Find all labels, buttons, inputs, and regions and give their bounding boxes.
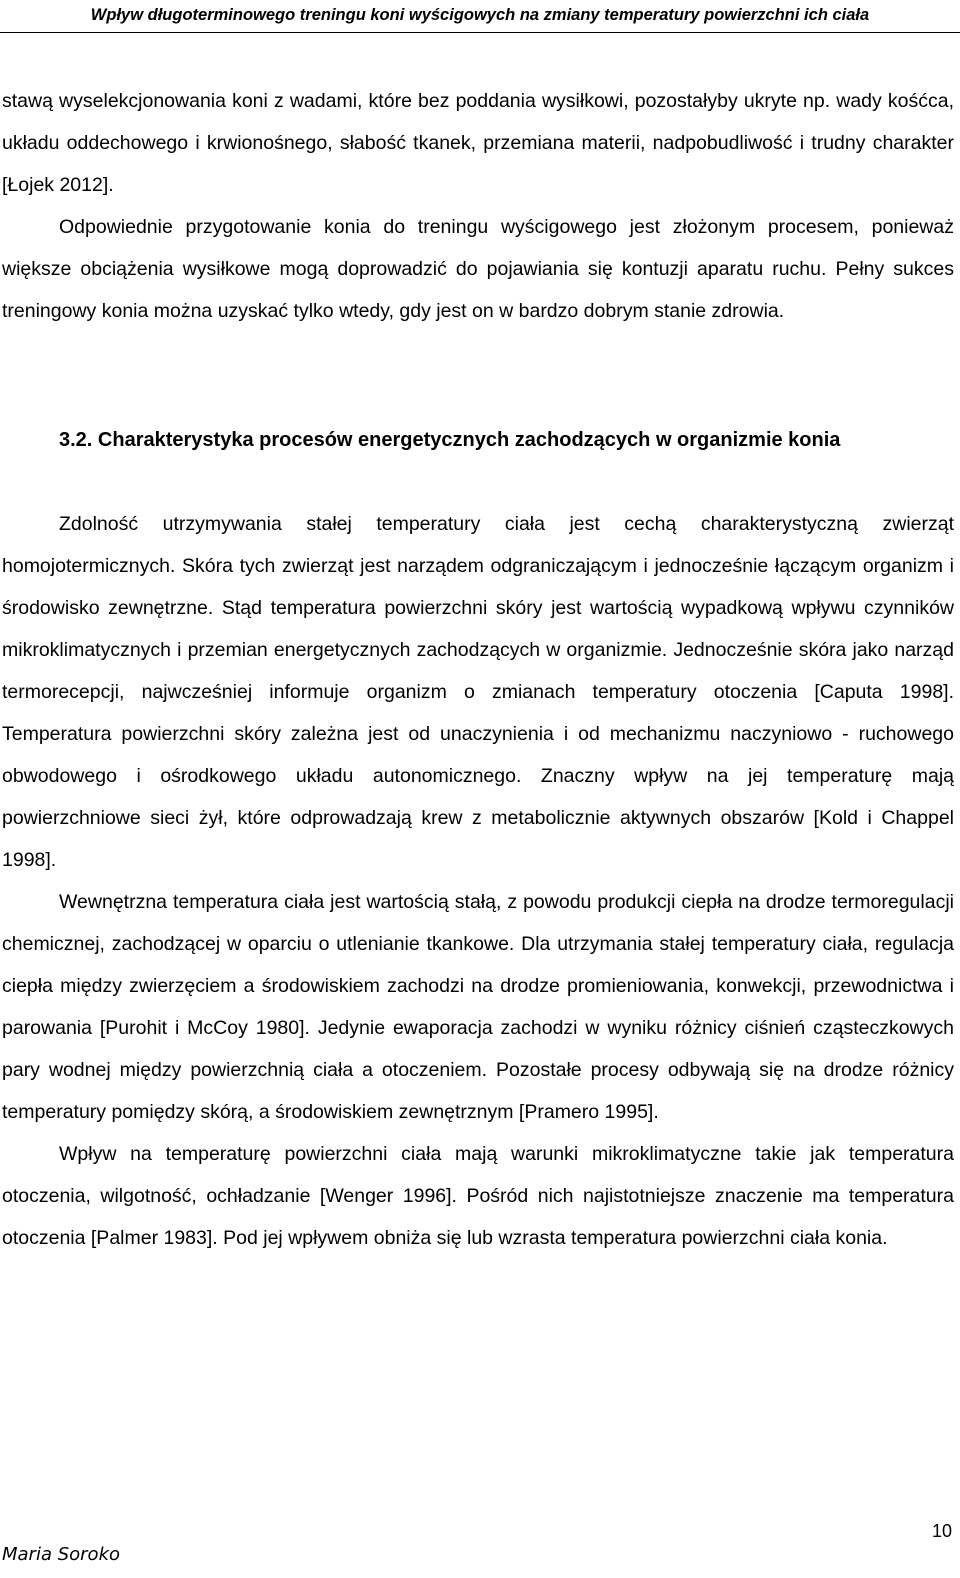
running-title: Wpływ długoterminowego treningu koni wyścigowych na zmiany temperatury powierzchni ich ciała [90, 6, 870, 24]
section-heading [2, 419, 954, 461]
intro-text-block [2, 80, 954, 332]
page-number: 10 [931, 1521, 952, 1541]
paragraph: Zdolność utrzymywania stałej temperatury ciała jest cechą charakterystyczną zwierząt homojotermicznych. Skóra tych zwierząt jest narządem odgraniczającym i jednocześnie łączącym organizm i środowisko zewnętrzne. Stąd temperatura powierzchni skóry jest wartością wypadkową wpływu czynników mikroklimatycznych i przemian energetycznych zachodzących w organizmie. Jednocześnie skóra jako narząd termorecepcji, najwcześniej informuje organizm o zmianach temperatury otoczenia [Caputa 1998]. Temperatura powierzchni skóry zależna jest od unaczynienia i od mechanizmu naczyniowo - ruchowego obwodowego i ośrodkowego układu autonomicznego. Znaczny wpływ na jej temperaturę mają powierzchniowe sieci żył, które odprowadzają krew z metabolicznie aktywnych obszarów [Kold i Chappel 1998]. [2, 513, 954, 871]
section-text-block [2, 503, 954, 1259]
paragraph: Wewnętrzna temperatura ciała jest wartością stałą, z powodu produkcji ciepła na drodze termoregulacji chemicznej, zachodzącej w oparciu o utlenianie tkankowe. Dla utrzymania stałej temperatury ciała, regulacja ciepła między zwierzęciem a środowiskiem zachodzi na drodze promieniowania, konwekcji, przewodnictwa i parowania [Purohit i McCoy 1980]. Jedynie ewaporacja zachodzi w wyniku różnicy ciśnień cząsteczkowych pary wodnej między powierzchnią ciała a otoczeniem. Pozostałe procesy odbywają się na drodze różnicy temperatury pomiędzy skórą, a środowiskiem zewnętrznym [Pramero 1995]. [2, 891, 954, 1123]
paragraph: Odpowiednie przygotowanie konia do treningu wyścigowego jest złożonym procesem, ponieważ większe obciążenia wysiłkowe mogą doprowadzić do pojawiania się kontuzji aparatu ruchu. Pełny sukces treningowy konia można uzyskać tylko wtedy, gdy jest on w bardzo dobrym stanie zdrowia. [2, 216, 954, 322]
section-number: 3.2. [59, 429, 93, 451]
header-divider [0, 32, 960, 33]
paragraph: Wpływ na temperaturę powierzchni ciała mają warunki mikroklimatyczne takie jak temperatura otoczenia, wilgotność, ochładzanie [Wenger 1996]. Pośród nich najistotniejsze znaczenie ma temperatura otoczenia [Palmer 1983]. Pod jej wpływem obniża się lub wzrasta temperatura powierzchni ciała konia. [2, 1143, 954, 1249]
paragraph-continuation: stawą wyselekcjonowania koni z wadami, które bez poddania wysiłkowi, pozostałyby ukryte np. wady kośćca, układu oddechowego i krwionośnego, słabość tkanek, przemiana materii, nadpobudliwość i trudny charakter [Łojek 2012]. [2, 90, 954, 196]
page-header [0, 0, 960, 40]
footer-author: Maria Soroko [2, 1544, 121, 1565]
section-title: Charakterystyka procesów energetycznych zachodzących w organizmie konia [97, 429, 841, 451]
